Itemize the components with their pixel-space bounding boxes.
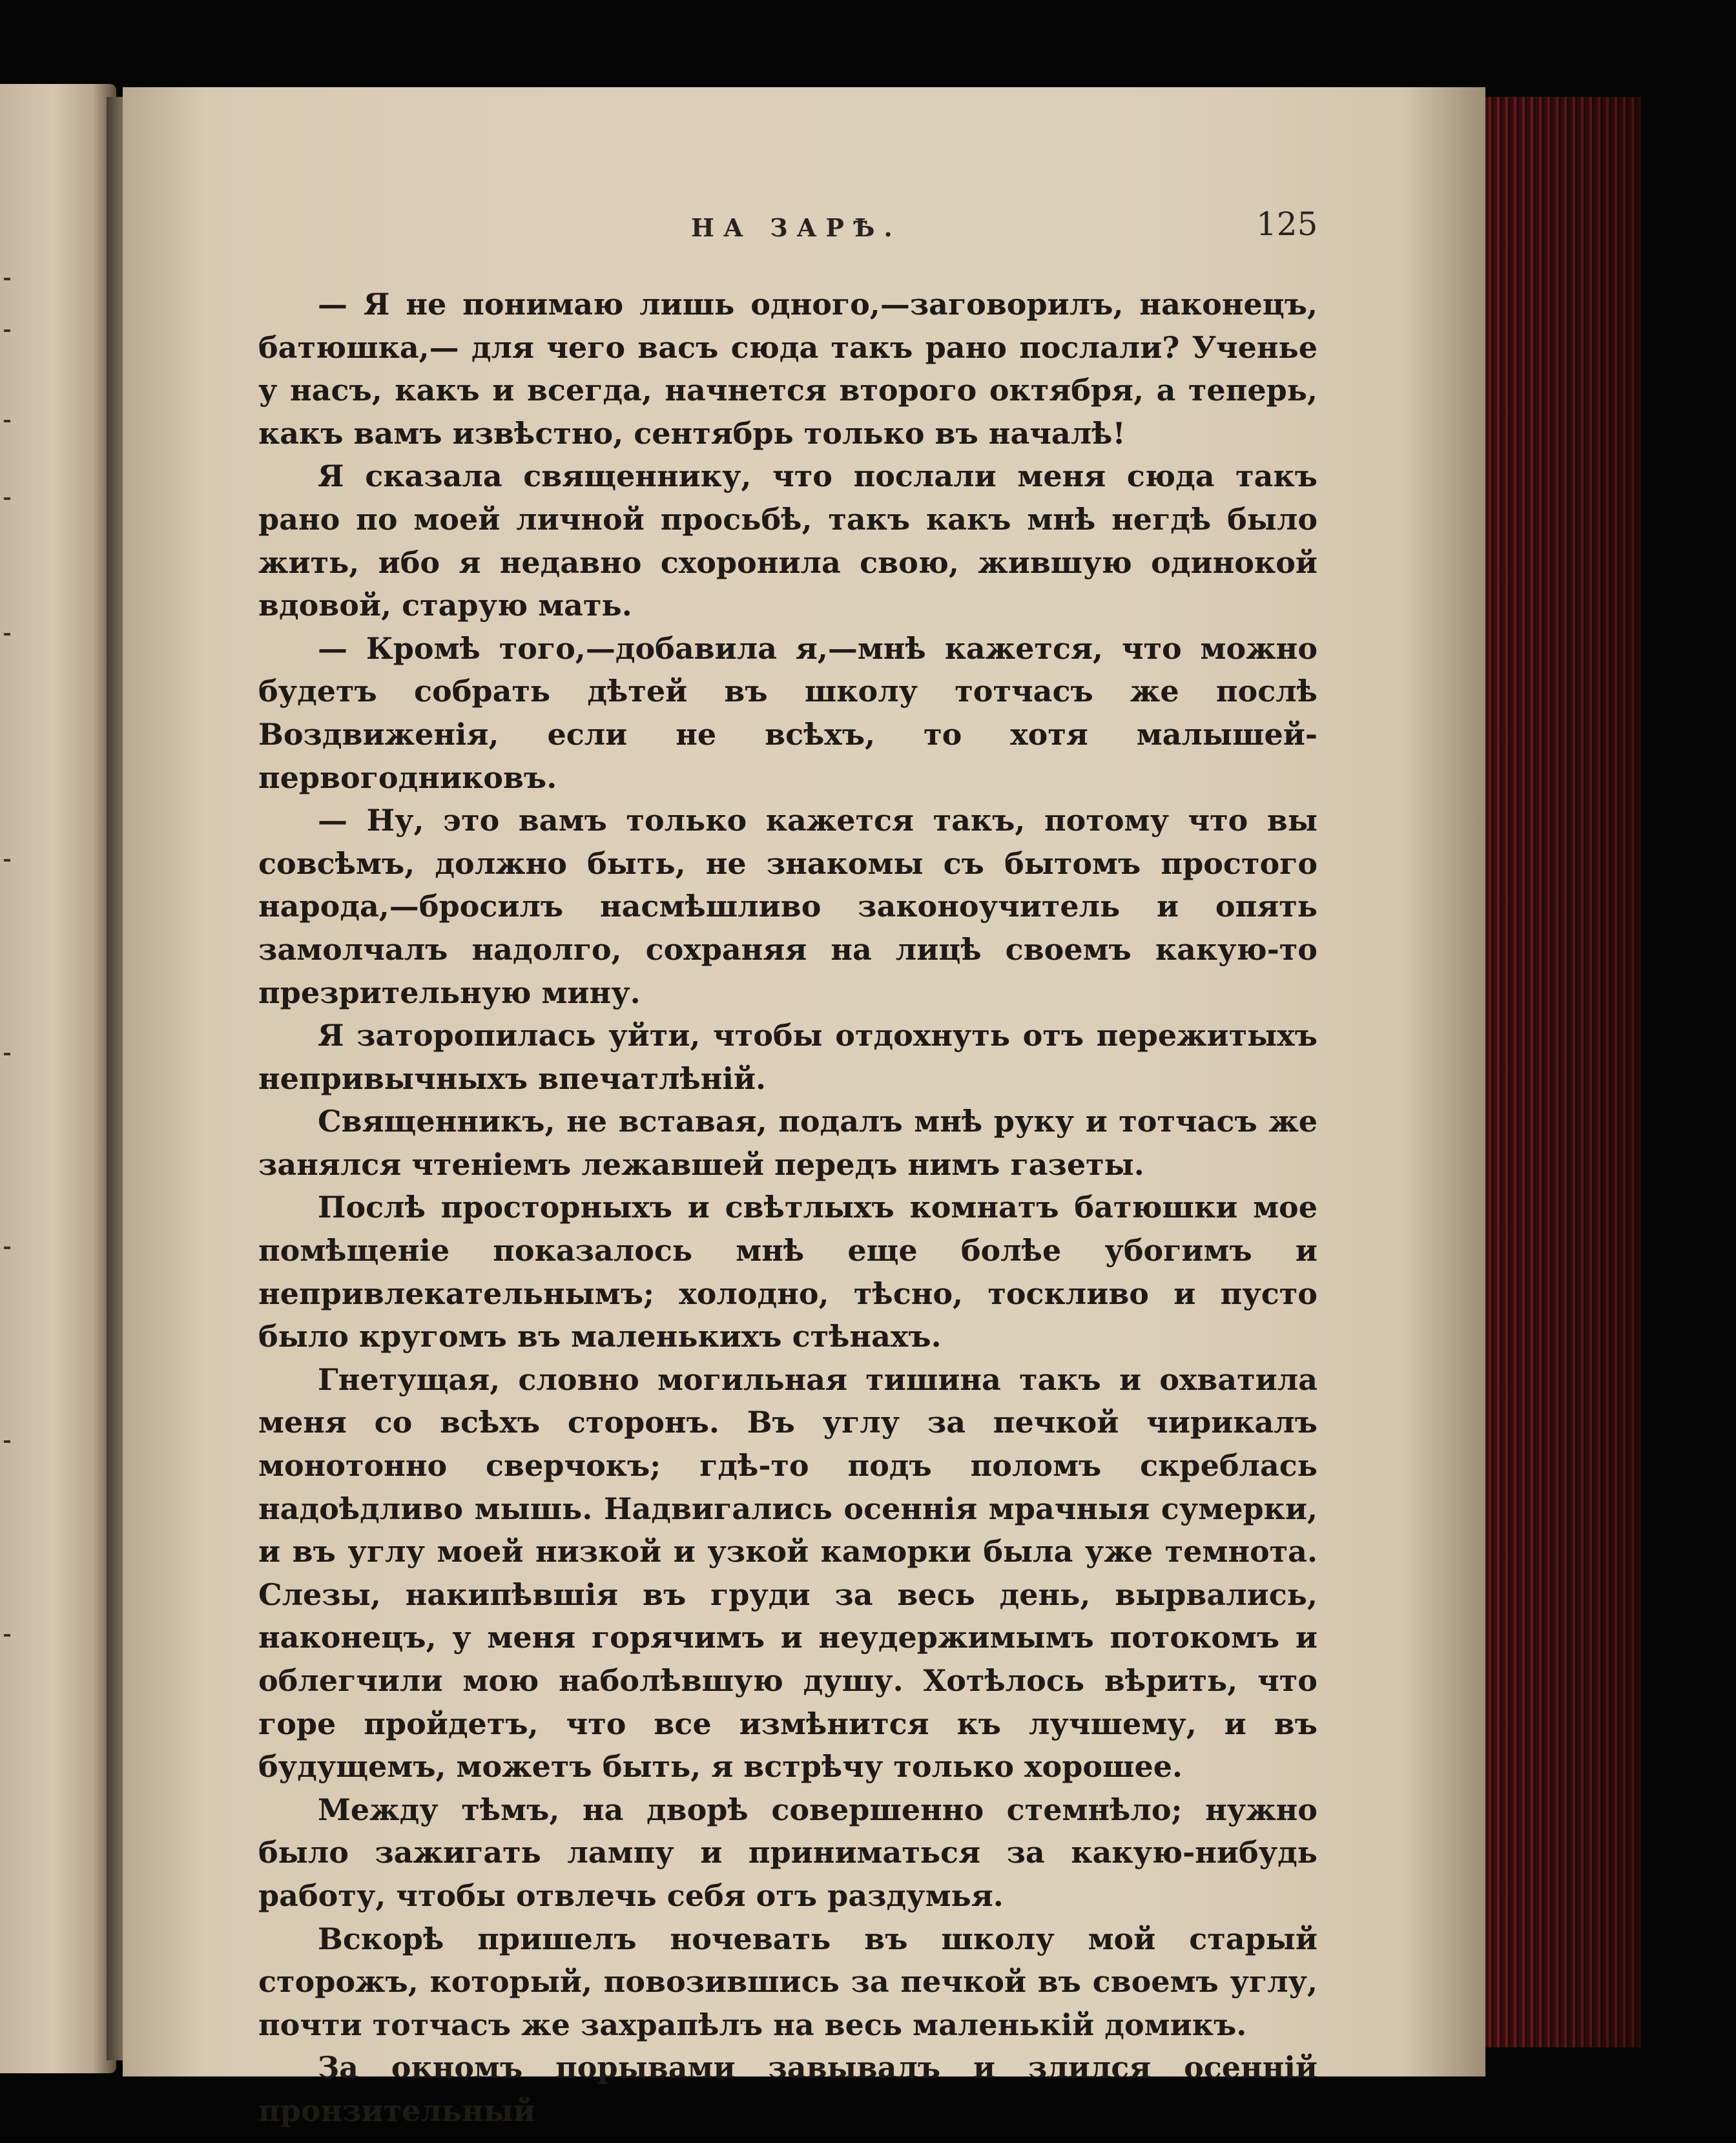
paragraph: Я сказала священнику, что послали меня сюда такъ рано по моей личной просьбѣ, такъ какъ мнѣ негдѣ было жить, ибо я недавно схоронила свою, жившую одинокой вдовой, старую мать. <box>258 459 1318 623</box>
paragraph: Священникъ, не вставая, подалъ мнѣ руку и тотчасъ же занялся чтеніемъ лежавшей передъ нимъ газеты. <box>258 1104 1318 1182</box>
paragraph: Гнетущая, словно могильная тишина такъ и охватила меня со всѣхъ сторонъ. Въ углу за печкой чирикалъ монотонно сверчокъ; гдѣ-то подъ поломъ скреблась надоѣдливо мышь. Надвигались осеннія мрачныя сумерки, и въ углу моей низкой и узкой каморки была уже темнота. Слезы, накипѣвшія въ груди за весь день, вырвались, наконецъ, у меня горячимъ и неудержимымъ потокомъ и облегчили мою наболѣвшую душу. Хотѣлось вѣрить, что горе пройдетъ, что все измѣнится къ лучшему, и въ будущемъ, можетъ быть, я встрѣчу только хорошее. <box>258 1361 1318 1785</box>
paragraph: Между тѣмъ, на дворѣ совершенно стемнѣло; нужно было зажигать лампу и приниматься за какую-нибудь работу, чтобы отвлечь себя отъ раздумья. <box>258 1792 1318 1913</box>
paragraph: — Ну, это вамъ только кажется такъ, потому что вы совсѣмъ, должно быть, не знакомы съ бытомъ простого народа,—бросилъ насмѣшливо законоучитель и опять замолчалъ надолго, сохраняя на лицѣ своемъ какую-то презрительную мину. <box>258 803 1318 1010</box>
paragraph: Послѣ просторныхъ и свѣтлыхъ комнатъ батюшки мое помѣщеніе показалось мнѣ еще болѣе убогимъ и непривлекательнымъ; холодно, тѣсно, тоскливо и пусто было кругомъ въ маленькихъ стѣнахъ. <box>258 1190 1318 1354</box>
facing-page-mark <box>4 1634 10 1637</box>
facing-page-mark <box>4 329 10 332</box>
facing-page-mark <box>4 1053 10 1055</box>
facing-page-mark <box>4 278 10 280</box>
paragraph: За окномъ порывами завывалъ и злился осенній пронзительный <box>258 2050 1318 2128</box>
facing-page-mark <box>4 1440 10 1443</box>
facing-page-mark <box>4 1247 10 1249</box>
paragraph: — Я не понимаю лишь одного,—заговорилъ, наконецъ, батюшка,— для чего васъ сюда такъ рано послали? Ученье у насъ, какъ и всегда, начнется второго октября, а теперь, какъ вамъ извѣстно, сентябрь только въ началѣ! <box>258 287 1318 451</box>
page-block-shadow <box>1485 97 1640 2047</box>
body-text <box>258 283 1318 2133</box>
facing-page-mark <box>4 633 10 636</box>
paragraph: — Кромѣ того,—добавила я,—мнѣ кажется, что можно будетъ собрать дѣтей въ школу тотчасъ же послѣ Воздвиженія, если не всѣхъ, то хотя малышей-первогодниковъ. <box>258 630 1318 795</box>
facing-page-edge <box>0 84 116 2073</box>
paragraph: Я заторопилась уйти, чтобы отдохнуть отъ пережитыхъ непривычныхъ впечатлѣній. <box>258 1018 1318 1096</box>
running-title: НА ЗАРѢ. <box>691 213 902 242</box>
facing-page-mark <box>4 497 10 500</box>
facing-page-mark <box>4 420 10 422</box>
facing-page-mark <box>4 859 10 862</box>
page-number: 125 <box>1256 205 1318 243</box>
paragraph: Вскорѣ пришелъ ночевать въ школу мой старый сторожъ, который, повозившись за печкой въ своемъ углу, почти тотчасъ же захрапѣлъ на весь маленькій домикъ. <box>258 1921 1318 2042</box>
